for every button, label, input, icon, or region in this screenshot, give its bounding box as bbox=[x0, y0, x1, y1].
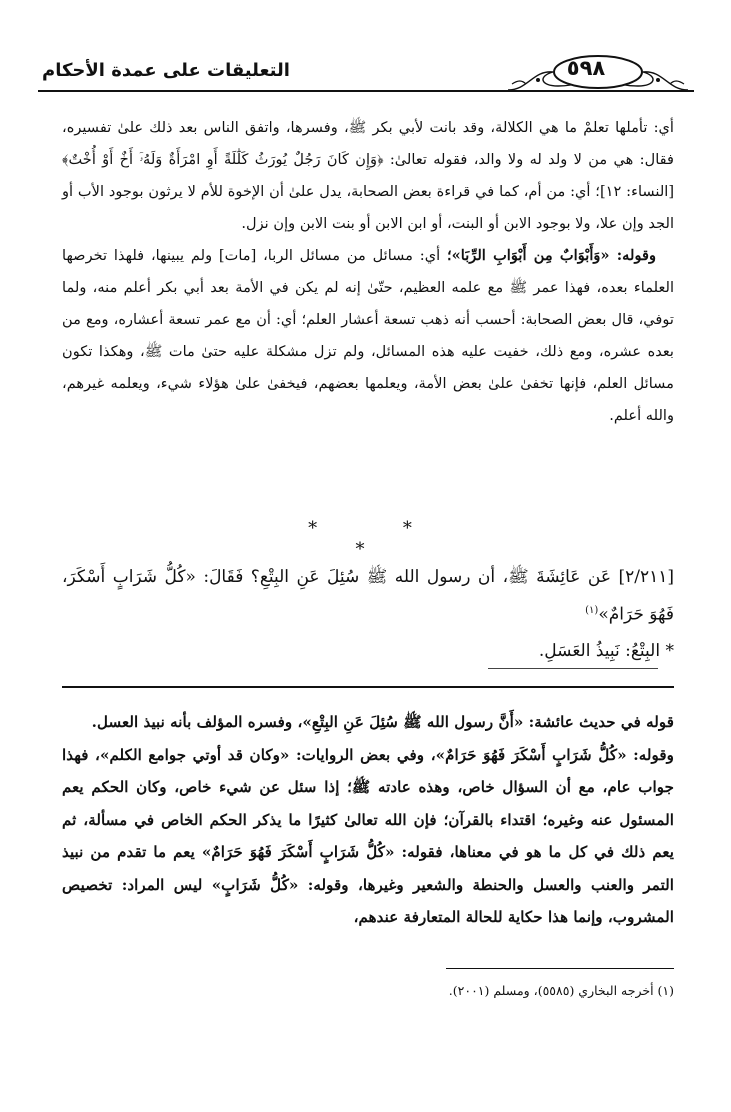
footnote-ref: (١) bbox=[585, 605, 599, 616]
header-rule bbox=[38, 90, 694, 92]
commentary-separator bbox=[62, 686, 674, 688]
footnote: (١) أخرجه البخاري (٥٥٨٥)، ومسلم (٢٠٠١). bbox=[448, 983, 674, 998]
commentary-text bbox=[62, 706, 674, 934]
hadith-gloss: * البِتْعُ: نَبِيذُ العَسَلِ. bbox=[538, 641, 674, 661]
paragraph-riba bbox=[62, 240, 674, 432]
hadith-number: [٢/٢١١] bbox=[618, 567, 674, 587]
page-header bbox=[38, 50, 694, 100]
commentary-paragraph-1: قوله في حديث عائشة: «أَنَّ رسول الله ﷺ سُئِلَ عَنِ البِتْعِ»، وفسره المؤلف بأنه نبيذ العسل. bbox=[91, 713, 674, 731]
commentary-paragraph-2: وقوله: «كُلُّ شَرَابٍ أَسْكَرَ فَهُوَ حَرَامٌ»، وفي بعض الروايات: «وكان قد أوتي جوامع الكلم»، فهذا جواب عام، مع أن السؤال خاص، وهذه عادته ﷺ؛ إذا سئل عن شيء خاص، وكان الحكم يعم المسئول عنه وغيره؛ اقتداء بالقرآن؛ فإن الله تعالىٰ كثيرًا ما يذكر الحكم الخاص في مسألة، ثم يعم ذلك في كل ما هو في معناها، فقوله: «كُلُّ شَرَابٍ أَسْكَرَ فَهُوَ حَرَامٌ» يعم ما تقدم من نبيذ التمر والعنب والعسل والحنطة والشعير وغيرها، وقوله: «كُلُّ شَرَابٍ» ليس المراد: تخصيص المشروب، وإنما هذا حكاية للحالة المتعارفة عندهم، bbox=[62, 745, 674, 926]
running-title: التعليقات على عمدة الأحكام bbox=[42, 60, 290, 81]
main-text bbox=[62, 112, 674, 432]
gloss-underline bbox=[488, 668, 658, 669]
footnote-separator bbox=[446, 968, 674, 969]
hadith-block bbox=[62, 560, 674, 632]
hadith-text: عَن عَائِشَةَ ﷺ، أن رسول الله ﷺ سُئِلَ عَنِ البِتْعِ؟ فَقَالَ: «كُلُّ شَرَابٍ أَسْكَرَ، فَهُوَ حَرَامٌ» bbox=[62, 567, 674, 625]
page-number: ٥٩٨ bbox=[566, 56, 606, 80]
quote-lead: وقوله: «وَأَبْوَابٌ مِن أَبْوَابِ الرِّبَا»؛ bbox=[447, 247, 657, 264]
paragraph-riba-text: أي: مسائل من مسائل الربا، [مات] ولم يبينها، فلهذا تخرصها العلماء بعده، فهذا عمر ﷺ مع علمه العظيم، حتّىٰ إنه لم يكن في الأمة بعد أبي بكر أعلم منه، ولما توفي، قال بعض الصحابة: أحسب أنه ذهب تسعة أعشار العلم؛ أي: أن مع عمر تسعة أعشاره، ومع من بعده عشره، ومع ذلك، خفيت عليه هذه المسائل، ولم تزل مشكلة عليه حتىٰ مات ﷺ، وهكذا تكون مسائل العلم، فإنها تخفىٰ علىٰ بعض الأمة، ويعلمها بعضهم، فيخفىٰ علىٰ هؤلاء شيء، ويعلمه غيرهم، والله أعلم. bbox=[62, 247, 674, 424]
section-stars: * * * bbox=[308, 518, 452, 560]
paragraph-kalala: أي: تأملها تعلمْ ما هي الكلالة، وقد بانت لأبي بكر ﷺ، وفسرها، واتفق الناس بعد ذلك علىٰ تفسيره، فقال: هي من لا ولد له ولا والد، فقوله تعالىٰ: ﴿وَإِن كَانَ رَجُلٌ يُورَثُ كَلَٰلَةً أَوِ امْرَأَةٌ وَلَهُۥٓ أَخٌ أَوْ أُخْتٌ﴾ [النساء: ١٢]؛ أي: من أم، كما في قراءة بعض الصحابة، يدل علىٰ أن الإخوة للأم لا يرثون بوجود الأب أو الجد وإن علا، ولا بوجود الابن أو البنت، أو ابن الابن أو بنت الابن وإن نزل. bbox=[62, 119, 675, 232]
